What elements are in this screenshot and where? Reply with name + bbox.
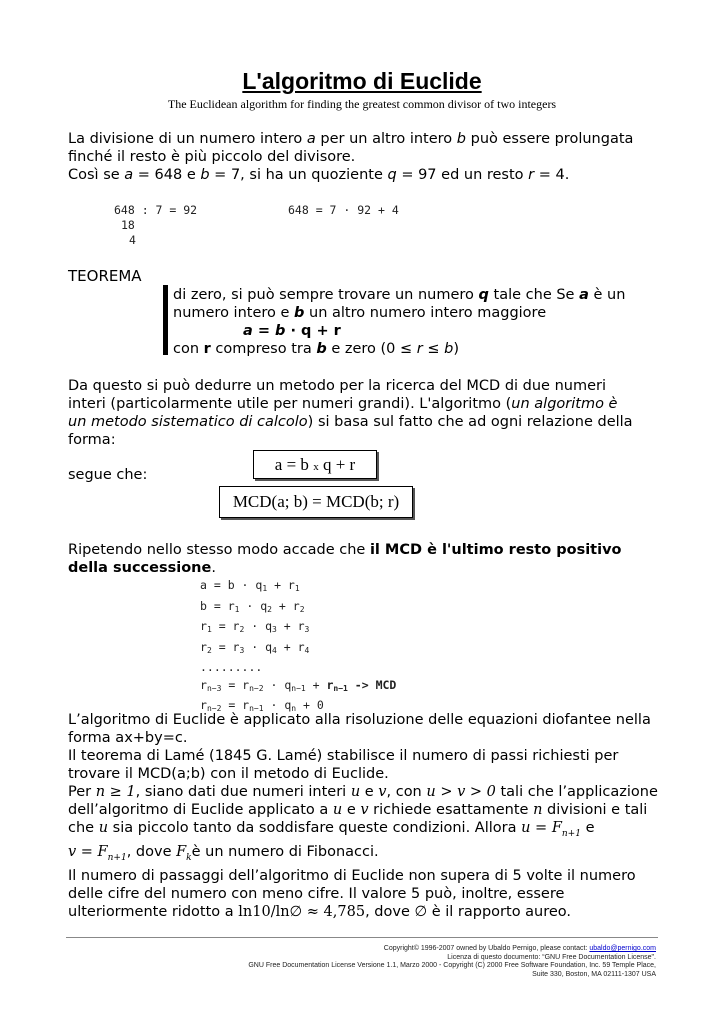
theorem-label: TEOREMA [68,267,142,285]
closing-line-8: $v = F_{n+1}$, dove $F_kè$ un numero di Fibonacci. [68,843,379,863]
theorem-bar [163,285,168,355]
intro-paragraph [68,130,633,184]
division-identity: 648 = 7 · 92 + 4 [288,203,399,217]
footer-address: Suite 330, Boston, MA 02111-1307 USA [532,970,656,978]
closing-line-11: ulteriormente ridotto a ln10/ln∅ ≈ 4,785, dove ∅ è il rapporto aureo. [68,903,572,920]
intro-line-1: La divisione di un numero intero a per un altro intero b può essere prolungata [68,131,634,147]
footer-gnu: GNU Free Documentation License Versione 1.1, Marzo 2000 - Copyright (C) 2000 Free Software Foundation, Inc. 59 Temple Place, [248,962,656,969]
closing-line-9: Il numero di passaggi dell’algoritmo di Euclide non supera di 5 volte il numero [68,867,636,884]
theorem-formula: a = b · q + r [243,323,341,339]
division-row-3: 4 [129,233,136,247]
repeat-line-1: Ripetendo nello stesso modo accade che il MCD è l'ultimo resto positivo [68,542,622,558]
relation-box: a = b x q + r [253,450,377,479]
closing-line-1: L’algoritmo di Euclide è applicato alla risoluzione delle equazioni diofantee nella [68,712,651,728]
equation-1: $a = b \cdot q_1 + r_1$ [200,578,300,593]
method-line-2: interi (particolarmente utile per numeri grandi). L'algoritmo (un algoritmo è [68,396,618,412]
equation-5: $r_{n-3} = r_{n-2} \cdot q_{n-1} + r_{n-1}$ -> MCD [200,677,397,693]
division-row-2: 18 [121,218,135,232]
footer-license: Licenza di questo documento: “GNU Free Documentation License". [447,953,656,961]
repeat-paragraph [68,541,622,577]
closing-line-3: Il teorema di Lamé (1845 G. Lamé) stabilisce il numero di passi richiesti per [68,748,619,764]
equation-dots: ......... [200,660,263,674]
equation-sequence [200,577,396,718]
closing-line-7: che u sia piccolo tanto da soddisfare queste condizioni. Allora $u = F_{n+1}$ e [68,820,595,839]
theorem-line-4: con r compreso tra b e zero (0 ≤ r ≤ b) [173,341,460,357]
contact-email-link[interactable]: ubaldo@pernigo.com [589,945,656,952]
footer-divider [66,937,658,938]
intro-line-2: finché il resto è più piccolo del divisore. [68,149,356,165]
footer [248,945,656,979]
closing-line-6: dell’algoritmo di Euclide applicato a u e v richiede esattamente n divisioni e tali [68,802,648,818]
footer-copyright: Copyright© 1996-2007 owned by Ubaldo Pernigo, please contact: ubaldo@pernigo.com [383,945,656,952]
mcd-box: MCD(a; b) = MCD(b; r) [219,486,413,518]
method-paragraph [68,377,633,449]
closing-line-4: trovare il MCD(a;b) con il metodo di Euclide. [68,766,389,782]
page-subtitle: The Euclidean algorithm for finding the greatest common divisor of two integers [167,97,557,111]
page-title: L'algoritmo di Euclide [242,68,482,94]
method-line-1: Da questo si può dedurre un metodo per la ricerca del MCD di due numeri [68,378,607,394]
closing-line-2: forma ax+by=c. [68,730,188,746]
closing-line-10: delle cifre del numero con meno cifre. Il valore 5 può, inoltre, essere [68,885,565,902]
repeat-line-2: della successione. [68,560,216,576]
equation-6: $r_{n-2} = r_{n-1} \cdot q_n + 0$ [200,698,324,713]
equation-3: $r_1 = r_2 \cdot q_3 + r_3$ [200,619,310,634]
theorem-line-1: di zero, si può sempre trovare un numero q tale che Se a è un [173,287,626,303]
division-row-1: 648 : 7 = 92 [114,203,198,217]
equation-4: $r_2 = r_3 \cdot q_4 + r_4$ [200,639,310,655]
method-line-3: un metodo sistematico di calcolo) si basa sul fatto che ad ogni relazione della [68,414,633,430]
closing-line-5: Per n ≥ 1, siano dati due numeri interi u e v, con u > v > 0 tali che l’applicazione [68,784,658,800]
follows-label: segue che: [68,467,148,483]
closing-paragraph [68,711,658,921]
theorem-text [173,286,625,358]
method-line-4: forma: [68,432,116,448]
intro-line-3: Così se a = 648 e b = 7, si ha un quoziente q = 97 ed un resto r = 4. [68,167,570,183]
theorem-line-2: numero intero e b un altro numero intero maggiore [173,305,547,321]
equation-2: $b = r_1 \cdot q_2 + r_2$ [200,598,305,614]
